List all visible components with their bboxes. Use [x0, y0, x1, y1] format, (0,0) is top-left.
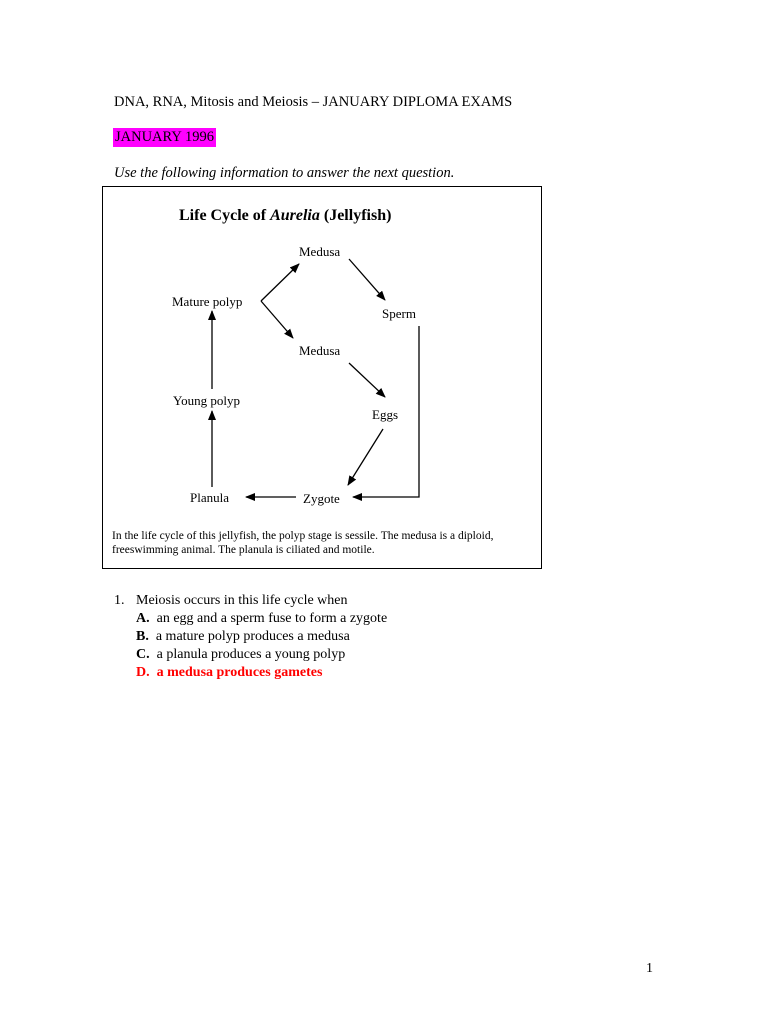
instruction-text: Use the following information to answer the next question.: [114, 165, 455, 181]
node-mature-polyp: Mature polyp: [172, 294, 243, 309]
question-1: [114, 592, 387, 682]
figure-caption: In the life cycle of this jellyfish, the polyp stage is sessile. The medusa is a diploid, freeswimming animal. The planula is ciliated and motile.: [112, 530, 494, 556]
arrow-polyp-to-medusa-top: [261, 264, 299, 301]
page-header: DNA, RNA, Mitosis and Meiosis – JANUARY DIPLOMA EXAMS: [114, 94, 513, 110]
node-medusa-top: Medusa: [299, 244, 341, 259]
option-d-correct-answer: D. a medusa produces gametes: [136, 665, 323, 680]
node-medusa-mid: Medusa: [299, 343, 341, 358]
page-number: 1: [646, 961, 653, 976]
question-text: Meiosis occurs in this life cycle when: [136, 593, 348, 608]
exam-date-highlight: JANUARY 1996: [115, 129, 214, 145]
arrow-polyp-to-medusa-mid: [261, 301, 293, 338]
life-cycle-diagram: [103, 187, 543, 570]
node-zygote: Zygote: [303, 491, 340, 506]
option-a: A. an egg and a sperm fuse to form a zygote: [136, 611, 388, 626]
diagram-title: Life Cycle of Aurelia (Jellyfish): [179, 207, 392, 224]
node-young-polyp: Young polyp: [173, 393, 240, 408]
arrow-medusa-to-eggs: [349, 363, 385, 397]
arrow-medusa-to-sperm: [349, 259, 385, 300]
arrow-eggs-to-zygote: [348, 429, 383, 485]
node-eggs: Eggs: [372, 407, 398, 422]
option-c: C. a planula produces a young polyp: [136, 647, 346, 662]
question-number: 1.: [114, 593, 125, 608]
figure-box: [102, 186, 542, 569]
answer-options: [114, 610, 387, 682]
node-planula: Planula: [190, 490, 229, 505]
option-b: B. a mature polyp produces a medusa: [136, 629, 350, 644]
node-sperm: Sperm: [382, 306, 416, 321]
question-stem: [114, 592, 387, 610]
